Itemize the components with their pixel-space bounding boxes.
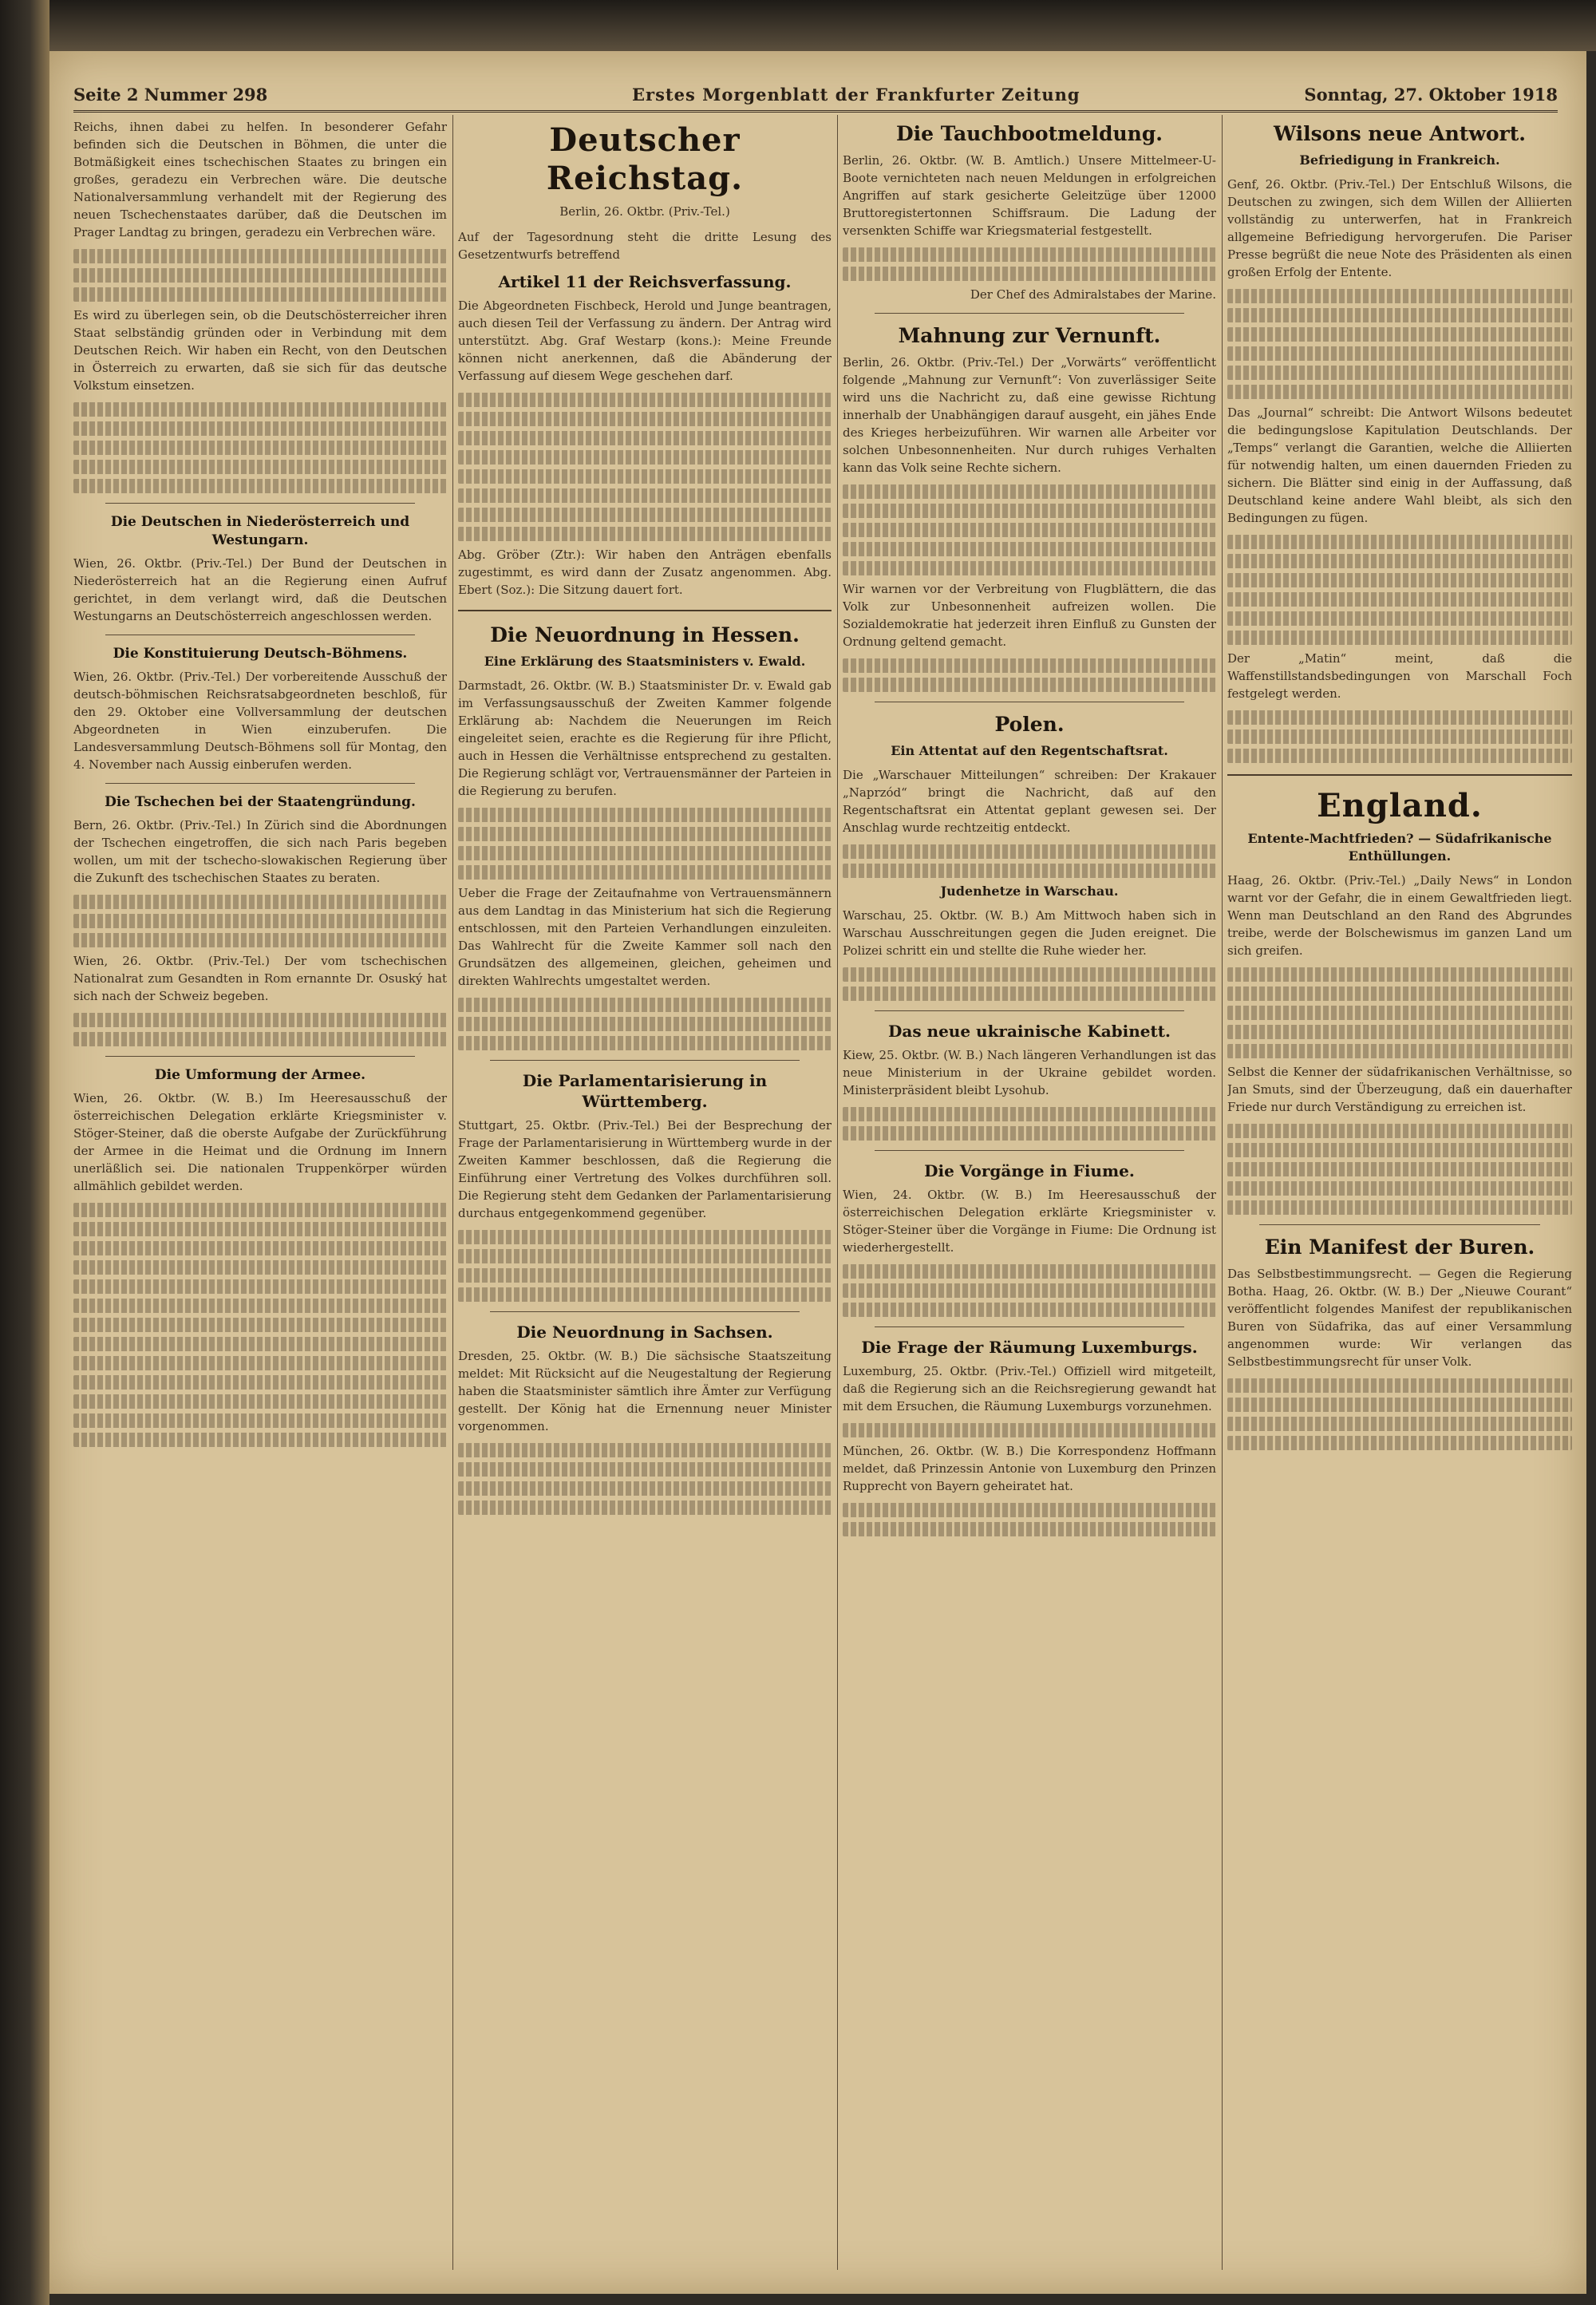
text-lines (1227, 573, 1572, 587)
column-4 (1227, 118, 1572, 2273)
headline-tschechen: Die Tschechen bei der Staatengründung. (105, 794, 416, 810)
article-body: Wir warnen vor der Verbreitung von Flugblättern, die das Volk zur Unbesonnenheit aufreizen wollen. Die Sozialdemokratie hat jederzeit ihren Einfluß zu Gunsten der Ordnung geltend gemacht. (843, 582, 1216, 649)
text-lines (458, 1036, 832, 1050)
text-lines (73, 1241, 447, 1255)
column-3 (843, 118, 1216, 2273)
separator (105, 503, 415, 504)
article-body: Genf, 26. Oktbr. (Priv.-Tel.) Der Entschluß Wilsons, die Deutschen zu zwingen, sich dem Willen der Alliierten vollständig zu unterwerfen, hat in Frankreich allgemeine Befriedigung hervorgerufen. Die Pariser Presse begrüßt die neue Note des Präsidenten als einen großen Erfolg der Entente. (1227, 177, 1572, 279)
text-lines (73, 1013, 447, 1027)
headline-deutsch-boehmen: Die Konstituierung Deutsch-Böhmens. (113, 646, 408, 662)
text-lines (843, 542, 1216, 556)
article-body: Wien, 26. Oktbr. (Priv.-Tel.) Der vom tschechischen Nationalrat zum Gesandten in Rom ernannte Dr. Osuský hat sich nach der Schweiz begeben. (73, 954, 447, 1003)
text-lines (1227, 1162, 1572, 1176)
text-lines (1227, 1006, 1572, 1020)
column-rule (1222, 115, 1223, 2270)
text-lines (458, 508, 832, 522)
text-lines (1227, 1200, 1572, 1215)
article-body: Luxemburg, 25. Oktbr. (Priv.-Tel.) Offiziell wird mitgeteilt, daß die Regierung sich an die Reichsregierung gewandt hat mit dem Ersuchen, die Räumung Luxemburgs vorzunehmen. (843, 1364, 1216, 1413)
text-lines (458, 527, 832, 541)
text-lines (73, 460, 447, 474)
text-lines (1227, 592, 1572, 607)
text-lines (1227, 1124, 1572, 1138)
text-lines (458, 1268, 832, 1283)
separator (875, 1010, 1184, 1011)
column-rule (837, 115, 838, 2270)
text-lines (1227, 308, 1572, 322)
headline-buren: Ein Manifest der Buren. (1264, 1236, 1535, 1259)
text-lines (458, 488, 832, 503)
issue-date: Sonntag, 27. Oktober 1918 (1304, 85, 1558, 105)
text-lines (843, 1126, 1216, 1141)
text-lines (1227, 554, 1572, 568)
text-lines (1227, 967, 1572, 982)
headline-hessen: Die Neuordnung in Hessen. (490, 623, 800, 646)
text-lines (843, 1522, 1216, 1536)
article-paragraph: Es wird zu überlegen sein, ob die Deutschösterreicher ihren Staat selbständig gründen oder in Verbindung mit dem Deutschen Reich. Wir haben ein Recht, von den Deutschen in Österreich zu erwarten, daß sie sich für das deutsche Volkstum einsetzen. (73, 308, 447, 393)
text-lines (458, 1230, 832, 1244)
text-lines (73, 287, 447, 302)
text-lines (73, 1337, 447, 1351)
text-lines (1227, 1378, 1572, 1393)
text-lines (73, 895, 447, 909)
text-lines (1227, 289, 1572, 303)
scan-top-edge (49, 0, 1596, 51)
article-body: Stuttgart, 25. Oktbr. (Priv.-Tel.) Bei der Besprechung der Frage der Parlamentarisierung in Württemberg wurde in der Zweiten Kammer beschlossen, daß die Regierung die Einführung einer Vertretung des Volkes durchführen soll. Die Regierung steht dem Gedanken der Parlamentarisierung durchaus entgegenkommend gegenüber. (458, 1118, 832, 1220)
text-lines (458, 865, 832, 880)
text-lines (1227, 1044, 1572, 1058)
subheadline-frankreich: Befriedigung in Frankreich. (1299, 152, 1500, 168)
text-lines (1227, 1025, 1572, 1039)
text-lines (1227, 986, 1572, 1001)
text-lines (73, 479, 447, 493)
text-lines (73, 1299, 447, 1313)
article-body: Die „Warschauer Mitteilungen“ schreiben: Der Krakauer „Naprzód“ bringt die Nachricht, daß auf den Regentschaftsrat ein Attentat geplant gewesen sei. Der Anschlag wurde rechtzeitig entdeckt. (843, 768, 1216, 835)
text-lines (458, 808, 832, 822)
subheadline-ewald: Eine Erklärung des Staatsministers v. Ewald. (484, 654, 806, 669)
text-lines (1227, 366, 1572, 380)
article-body: Kiew, 25. Oktbr. (W. B.) Nach längeren Verhandlungen ist das neue Ministerium in der Ukraine gebildet worden. Ministerpräsident bleibt Lysohub. (843, 1048, 1216, 1097)
text-lines (458, 1443, 832, 1457)
article-body: Haag, 26. Oktbr. (Priv.-Tel.) „Daily News“ in London warnt vor der Gefahr, die in einem Gewaltfrieden liegt. Wenn man Deutschland an den Rand des Abgrundes treibe, werde der Bolschewismus im ganzen Land um sich greifen. (1227, 873, 1572, 958)
text-lines (73, 1203, 447, 1217)
text-lines (458, 1287, 832, 1302)
text-lines (458, 1500, 832, 1515)
article-continuation: Reichs, ihnen dabei zu helfen. In besonderer Gefahr befinden sich die Deutschen in Böhmen, die unter die Botmäßigkeit eines tschechischen Staates zu bringen ein großes, geradezu ein Verbrechen wäre. Die deutsche Nationalversammlung verhandelt mit der Regierung des neuen Tschechenstaates darüber, daß die Deutschen im Prager Landtag zu bringen, geradezu ein Verbrechen wäre. (73, 120, 447, 239)
text-lines (73, 1032, 447, 1046)
text-lines (73, 1318, 447, 1332)
headline-wuerttemberg: Die Parlamentarisierung in Württemberg. (522, 1071, 768, 1111)
text-lines (73, 1279, 447, 1294)
article-body: München, 26. Oktbr. (W. B.) Die Korrespondenz Hoffmann meldet, daß Prinzessin Antonie von Luxemburg den Prinzen Rupprecht von Bayern geheiratet hat. (843, 1444, 1216, 1493)
column-rule (452, 115, 453, 2270)
headline-niederoesterreich: Die Deutschen in Niederösterreich und Westungarn. (110, 514, 410, 548)
text-lines (843, 484, 1216, 499)
article-body: Berlin, 26. Oktbr. (W. B. Amtlich.) Unsere Mittelmeer-U-Boote vernichteten nach neuen Meldungen in erfolgreichen Angriffen auf stark gesicherte Geleitzüge über 12000 Bruttoregistertonnen Schiffsraum. Die Ladung der versenkten Schiffe war Kriegsmaterial festgestellt. (843, 153, 1216, 238)
text-lines (843, 844, 1216, 859)
headline-sachsen: Die Neuordnung in Sachsen. (516, 1323, 773, 1342)
headline-wilson: Wilsons neue Antwort. (1274, 122, 1526, 145)
text-lines (73, 1356, 447, 1370)
newspaper-page (49, 51, 1586, 2294)
article-body: Berlin, 26. Oktbr. (Priv.-Tel.) Der „Vorwärts“ veröffentlicht folgende „Mahnung zur Vernunft“: Von zuverlässiger Seite wird uns die Nachricht zu, daß eine gewisse Richtung innerhalb der Unabhängigen darauf ausgeht, ein jähes Ende des Krieges herbeizuführen. Wir warnen alle Arbeiter vor solchen Unbesonnenheiten. Nur durch ruhiges Verhalten kann das Volk seine Rechte sichern. (843, 355, 1216, 475)
text-lines (1227, 1398, 1572, 1412)
text-lines (73, 1375, 447, 1390)
text-lines (843, 1503, 1216, 1517)
article-body: Selbst die Kenner der südafrikanischen Verhältnisse, so Jan Smuts, sind der Überzeugung, daß ein dauerhafter Friede nur durch Verständigung zu erreichen ist. (1227, 1065, 1572, 1114)
text-lines (458, 1481, 832, 1496)
text-lines (73, 421, 447, 436)
text-lines (1227, 749, 1572, 763)
headline-england: England. (1317, 787, 1483, 824)
text-lines (73, 402, 447, 417)
text-lines (458, 469, 832, 484)
page-number: Seite 2 Nummer 298 (73, 85, 268, 105)
text-lines (843, 247, 1216, 262)
binding-gutter (0, 0, 49, 2305)
text-lines (1227, 1143, 1572, 1157)
column-2 (458, 118, 832, 2273)
article-body: Abg. Gröber (Ztr.): Wir haben den Anträgen ebenfalls zugestimmt, es wird dann der Zusatz angenommen. Abg. Ebert (Soz.): Die Sitzung dauert fort. (458, 548, 832, 597)
article-body: Darmstadt, 26. Oktbr. (W. B.) Staatsminister Dr. v. Ewald gab im Verfassungsausschuß der Zweiten Kammer folgende Erklärung ab: Nachdem die Neuerungen im Reich eingeleitet seien, erachte es die Regierung für ihre Pflicht, auch in Hessen die Verhältnisse entsprechend zu gestalten. Die Regierung schlägt vor, Vertrauensmänner der Parteien in die Regierung zu berufen. (458, 678, 832, 798)
text-lines (1227, 327, 1572, 342)
subheadline-judenhetze: Judenhetze in Warschau. (940, 884, 1119, 899)
text-lines (1227, 710, 1572, 725)
text-lines (1227, 729, 1572, 744)
text-lines (458, 998, 832, 1012)
text-lines (458, 412, 832, 426)
headline-fiume: Die Vorgänge in Fiume. (924, 1161, 1135, 1180)
text-lines (843, 864, 1216, 878)
article-body: Bern, 26. Oktbr. (Priv.-Tel.) In Zürich sind die Abordnungen der Tschechen eingetroffen, die sich nach Paris begeben wollen, um mit der tschecho-slowakischen Regierung über die Zukunft des tschechischen Staates zu beraten. (73, 818, 447, 885)
text-lines (843, 1423, 1216, 1437)
column-1 (73, 118, 447, 2273)
text-lines (73, 249, 447, 263)
article-intro: Auf der Tagesordnung steht die dritte Lesung des Gesetzentwurfs betreffend (458, 230, 832, 262)
text-lines (843, 967, 1216, 982)
text-lines (843, 1303, 1216, 1317)
text-lines (458, 1462, 832, 1477)
headline-reichstag: Deutscher Reichstag. (546, 121, 744, 197)
article-body: Das „Journal“ schreibt: Die Antwort Wilsons bedeutet die bedingungslose Kapitulation Deutschlands. Der „Temps“ verlangt die Garantien, welche die Alliierten für notwendig halten, um einen dauernden Frieden zu sichern. Die Blätter sind einig in der Auffassung, daß Deutschland keine andere Wahl bleibt, als sich den Bedingungen zu fügen. (1227, 405, 1572, 525)
text-lines (458, 1017, 832, 1031)
text-lines (1227, 346, 1572, 361)
separator (105, 1056, 415, 1057)
text-lines (843, 1264, 1216, 1279)
text-lines (73, 1413, 447, 1428)
headline-luxemburg: Die Frage der Räumung Luxemburgs. (861, 1338, 1198, 1357)
text-lines (458, 827, 832, 841)
article-body: Das Selbstbestimmungsrecht. — Gegen die Regierung Botha. Haag, 26. Oktbr. (W. B.) Der „Nieuwe Courant“ veröffentlicht folgendes Manifest der republikanischen Buren von Südafrika, das auf einer Versammlung angenommen wurde: Wir verlangen das Selbstbestimmungsrecht für unser Volk. (1227, 1267, 1572, 1369)
page-header (73, 83, 1558, 113)
headline-armee: Die Umformung der Armee. (154, 1067, 366, 1083)
text-lines (458, 450, 832, 465)
text-lines (73, 1222, 447, 1236)
headline-vernunft: Mahnung zur Vernunft. (898, 324, 1161, 347)
article-body: Wien, 26. Oktbr. (Priv.-Tel.) Der Bund der Deutschen in Niederösterreich hat an die Regierung einen Aufruf gerichtet, in dem verlangt wird, daß die Deutschen Westungarns an Deutschösterreich angeschlossen werden. (73, 556, 447, 623)
text-lines (73, 441, 447, 455)
separator (875, 1150, 1184, 1151)
article-body: Der „Matin“ meint, daß die Waffenstillstandsbedingungen von Marschall Foch festgelegt werden. (1227, 651, 1572, 701)
text-lines (458, 393, 832, 407)
text-lines (843, 678, 1216, 692)
article-body: Wien, 24. Oktbr. (W. B.) Im Heeresausschuß der österreichischen Delegation erklärte Kriegsminister v. Stöger-Steiner über die Vorgänge in Fiume: Die Ordnung ist wiederhergestellt. (843, 1188, 1216, 1255)
text-lines (843, 986, 1216, 1001)
text-lines (73, 933, 447, 947)
text-lines (1227, 1181, 1572, 1196)
text-lines (843, 1283, 1216, 1298)
text-lines (843, 658, 1216, 673)
separator (490, 1311, 800, 1312)
separator (875, 1326, 1184, 1327)
text-lines (73, 1433, 447, 1447)
headline-tauchboot: Die Tauchbootmeldung. (895, 122, 1163, 145)
article-body: Ueber die Frage der Zeitaufnahme von Vertrauensmännern aus dem Landtag in das Ministerium hat sich die Regierung entschlossen, mit den Parteien Verhandlungen einzuleiten. Das Wahlrecht für die Zweite Kammer soll nach den Grundsätzen des allgemeinen, gleichen, geheimen und direkten Wahlrechts umgestaltet werden. (458, 886, 832, 988)
masthead-title: Erstes Morgenblatt der Frankfurter Zeitung (632, 85, 1080, 105)
text-lines (1227, 1436, 1572, 1450)
article-body: Dresden, 25. Oktbr. (W. B.) Die sächsische Staatszeitung meldet: Mit Rücksicht auf die Neugestaltung der Regierung haben die Staatsminister sämtlich ihre Ämter zur Verfügung gestellt. Der König hat die Ernennung neuer Minister vorgenommen. (458, 1349, 832, 1433)
separator (458, 610, 832, 611)
separator (875, 313, 1184, 314)
text-lines (1227, 611, 1572, 626)
text-lines (1227, 385, 1572, 399)
text-lines (73, 268, 447, 283)
separator (105, 783, 415, 784)
subheadline-artikel-11: Artikel 11 der Reichsverfassung. (498, 272, 792, 291)
article-body: Die Abgeordneten Fischbeck, Herold und Junge beantragen, auch diesen Teil der Verfassung zu ändern. Der Antrag wird unterstützt. Abg. Graf Westarp (kons.): Meine Freunde können nicht anerkennen, daß die Abänderung der Verfassung auf diesem Wege geschehen darf. (458, 299, 832, 383)
text-lines (458, 431, 832, 445)
text-lines (843, 561, 1216, 575)
article-signature: Der Chef des Admiralstabes der Marine. (970, 287, 1216, 302)
headline-ukraine: Das neue ukrainische Kabinett. (888, 1022, 1171, 1041)
separator (490, 1060, 800, 1061)
text-lines (843, 504, 1216, 518)
article-body: Wien, 26. Oktbr. (W. B.) Im Heeresausschuß der österreichischen Delegation erklärte Kriegsminister v. Stöger-Steiner, daß die oberste Aufgabe der Zurückführung der Armee in die Heimat und die Ordnung im Innern unerläßlich sei. Die nationalen Truppenkörper würden allmählich gebildet werden. (73, 1091, 447, 1193)
article-body: Wien, 26. Oktbr. (Priv.-Tel.) Der vorbereitende Ausschuß der deutsch-böhmischen Reichsratsabgeordneten beschloß, für den 29. Oktober eine Vollversammlung der deutschen Abgeordneten in Wien einzuberufen. Die Landesversammlung Deutsch-Böhmens soll für Montag, den 4. November nach Aussig einberufen werden. (73, 670, 447, 772)
article-body: Warschau, 25. Oktbr. (W. B.) Am Mittwoch haben sich in Warschau Ausschreitungen gegen die Juden ereignet. Die Polizei schritt ein und stellte die Ruhe wieder her. (843, 908, 1216, 958)
text-lines (1227, 535, 1572, 549)
separator (1227, 774, 1572, 776)
text-lines (843, 1107, 1216, 1121)
subheadline-entente: Entente-Machtfrieden? — Südafrikanische Enthüllungen. (1247, 831, 1552, 864)
text-lines (458, 846, 832, 860)
text-lines (843, 523, 1216, 537)
text-lines (1227, 1417, 1572, 1431)
text-lines (1227, 631, 1572, 645)
text-lines (73, 914, 447, 928)
separator (1259, 1224, 1540, 1225)
text-lines (73, 1394, 447, 1409)
text-lines (843, 267, 1216, 281)
text-lines (458, 1249, 832, 1263)
dateline: Berlin, 26. Oktbr. (Priv.-Tel.) (559, 204, 730, 219)
headline-polen: Polen. (994, 713, 1065, 736)
subheadline-attentat: Ein Attentat auf den Regentschaftsrat. (891, 743, 1168, 758)
text-lines (73, 1260, 447, 1275)
